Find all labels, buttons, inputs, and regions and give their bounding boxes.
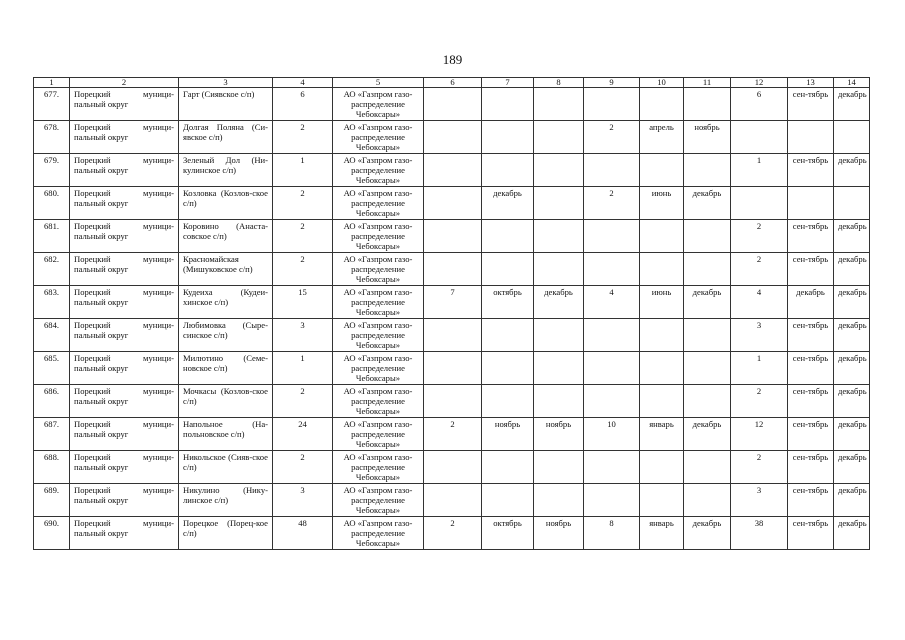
month-cell — [534, 451, 584, 484]
district-cell: Порецкий муници-пальный округ — [70, 187, 179, 220]
month-cell: сен-тябрь — [788, 451, 834, 484]
value-cell: 4 — [731, 286, 788, 319]
column-header: 8 — [534, 78, 584, 88]
month-cell — [684, 451, 731, 484]
settlement-cell: Порецкое (Порец-кое с/п) — [179, 517, 273, 550]
organization-cell: АО «Газпром газо-распределение Чебоксары» — [333, 253, 424, 286]
value-cell — [731, 187, 788, 220]
month-cell: ноябрь — [534, 418, 584, 451]
month-cell: сен-тябрь — [788, 253, 834, 286]
month-cell — [482, 220, 534, 253]
data-table — [33, 77, 870, 550]
month-cell — [684, 385, 731, 418]
month-cell — [534, 385, 584, 418]
month-cell: декабрь — [834, 220, 870, 253]
district-cell: Порецкий муници-пальный округ — [70, 220, 179, 253]
organization-cell: АО «Газпром газо-распределение Чебоксары» — [333, 286, 424, 319]
count-cell: 15 — [273, 286, 333, 319]
month-cell — [482, 88, 534, 121]
month-cell: декабрь — [834, 517, 870, 550]
row-number-cell: 680. — [34, 187, 70, 220]
row-number-cell: 688. — [34, 451, 70, 484]
organization-cell: АО «Газпром газо-распределение Чебоксары» — [333, 385, 424, 418]
row-number-cell: 687. — [34, 418, 70, 451]
month-cell — [640, 253, 684, 286]
value-cell: 2 — [424, 418, 482, 451]
count-cell: 1 — [273, 352, 333, 385]
value-cell: 12 — [731, 418, 788, 451]
month-cell: октябрь — [482, 517, 534, 550]
month-cell — [788, 121, 834, 154]
month-cell: декабрь — [534, 286, 584, 319]
settlement-cell: Напольное (На-польновское с/п) — [179, 418, 273, 451]
value-cell: 3 — [731, 319, 788, 352]
value-cell: 3 — [731, 484, 788, 517]
settlement-cell: Мочкасы (Козлов-ское с/п) — [179, 385, 273, 418]
month-cell — [640, 88, 684, 121]
value-cell: 4 — [584, 286, 640, 319]
settlement-cell: Козловка (Козлов-ское с/п) — [179, 187, 273, 220]
column-header: 2 — [70, 78, 179, 88]
month-cell: декабрь — [834, 286, 870, 319]
month-cell — [482, 451, 534, 484]
month-cell — [534, 220, 584, 253]
value-cell: 1 — [731, 154, 788, 187]
organization-cell: АО «Газпром газо-распределение Чебоксары» — [333, 517, 424, 550]
value-cell — [584, 385, 640, 418]
count-cell: 1 — [273, 154, 333, 187]
organization-cell: АО «Газпром газо-распределение Чебоксары» — [333, 88, 424, 121]
month-cell — [684, 352, 731, 385]
month-cell — [534, 187, 584, 220]
column-header: 4 — [273, 78, 333, 88]
district-cell: Порецкий муници-пальный округ — [70, 385, 179, 418]
month-cell: январь — [640, 517, 684, 550]
district-cell: Порецкий муници-пальный округ — [70, 253, 179, 286]
value-cell — [424, 187, 482, 220]
month-cell: декабрь — [684, 418, 731, 451]
value-cell — [424, 88, 482, 121]
settlement-cell: Коровино (Анаста-совское с/п) — [179, 220, 273, 253]
value-cell: 2 — [731, 220, 788, 253]
month-cell: декабрь — [684, 517, 731, 550]
month-cell: сен-тябрь — [788, 88, 834, 121]
month-cell — [684, 220, 731, 253]
row-number-cell: 683. — [34, 286, 70, 319]
district-cell: Порецкий муници-пальный округ — [70, 286, 179, 319]
month-cell — [534, 352, 584, 385]
month-cell: декабрь — [684, 286, 731, 319]
organization-cell: АО «Газпром газо-распределение Чебоксары» — [333, 187, 424, 220]
month-cell: ноябрь — [534, 517, 584, 550]
month-cell: декабрь — [834, 451, 870, 484]
settlement-cell: Любимовка (Сыре-синское с/п) — [179, 319, 273, 352]
month-cell: сен-тябрь — [788, 484, 834, 517]
header-row — [34, 78, 870, 88]
month-cell — [534, 121, 584, 154]
row-number-cell: 679. — [34, 154, 70, 187]
column-header: 5 — [333, 78, 424, 88]
value-cell — [584, 220, 640, 253]
month-cell: сен-тябрь — [788, 418, 834, 451]
value-cell — [584, 484, 640, 517]
value-cell — [584, 88, 640, 121]
value-cell: 1 — [731, 352, 788, 385]
row-number-cell: 684. — [34, 319, 70, 352]
month-cell: декабрь — [834, 484, 870, 517]
organization-cell: АО «Газпром газо-распределение Чебоксары» — [333, 319, 424, 352]
month-cell — [482, 385, 534, 418]
table-row — [34, 220, 870, 253]
organization-cell: АО «Газпром газо-распределение Чебоксары» — [333, 418, 424, 451]
month-cell: апрель — [640, 121, 684, 154]
month-cell — [684, 253, 731, 286]
table-row — [34, 286, 870, 319]
row-number-cell: 681. — [34, 220, 70, 253]
row-number-cell: 685. — [34, 352, 70, 385]
count-cell: 6 — [273, 88, 333, 121]
settlement-cell: Милютино (Семе-новское с/п) — [179, 352, 273, 385]
column-header: 13 — [788, 78, 834, 88]
month-cell — [482, 319, 534, 352]
settlement-cell: Гарт (Сиявское с/п) — [179, 88, 273, 121]
month-cell — [640, 484, 684, 517]
district-cell: Порецкий муници-пальный округ — [70, 88, 179, 121]
settlement-cell: Красномайская (Мишуковское с/п) — [179, 253, 273, 286]
value-cell — [424, 451, 482, 484]
count-cell: 2 — [273, 451, 333, 484]
count-cell: 2 — [273, 187, 333, 220]
count-cell: 24 — [273, 418, 333, 451]
count-cell: 48 — [273, 517, 333, 550]
value-cell — [584, 352, 640, 385]
organization-cell: АО «Газпром газо-распределение Чебоксары» — [333, 121, 424, 154]
table-row — [34, 121, 870, 154]
month-cell — [482, 154, 534, 187]
page-number: 189 — [442, 52, 463, 67]
table-row — [34, 253, 870, 286]
month-cell — [482, 121, 534, 154]
organization-cell: АО «Газпром газо-распределение Чебоксары» — [333, 484, 424, 517]
column-header: 6 — [424, 78, 482, 88]
column-header: 14 — [834, 78, 870, 88]
settlement-cell: Никулино (Нику-линское с/п) — [179, 484, 273, 517]
value-cell — [424, 484, 482, 517]
value-cell: 6 — [731, 88, 788, 121]
organization-cell: АО «Газпром газо-распределение Чебоксары» — [333, 154, 424, 187]
organization-cell: АО «Газпром газо-распределение Чебоксары» — [333, 220, 424, 253]
value-cell: 8 — [584, 517, 640, 550]
value-cell — [584, 319, 640, 352]
month-cell: ноябрь — [684, 121, 731, 154]
count-cell: 3 — [273, 319, 333, 352]
month-cell — [534, 88, 584, 121]
month-cell — [640, 154, 684, 187]
month-cell: декабрь — [834, 319, 870, 352]
district-cell: Порецкий муници-пальный округ — [70, 517, 179, 550]
value-cell — [584, 253, 640, 286]
district-cell: Порецкий муници-пальный округ — [70, 319, 179, 352]
month-cell — [640, 220, 684, 253]
district-cell: Порецкий муници-пальный округ — [70, 484, 179, 517]
month-cell — [640, 385, 684, 418]
count-cell: 2 — [273, 385, 333, 418]
month-cell — [534, 253, 584, 286]
value-cell — [584, 451, 640, 484]
settlement-cell: Никольское (Сияв-ское с/п) — [179, 451, 273, 484]
row-number-cell: 677. — [34, 88, 70, 121]
month-cell: декабрь — [834, 352, 870, 385]
settlement-cell: Кудеиха (Кудеи-хинское с/п) — [179, 286, 273, 319]
row-number-cell: 690. — [34, 517, 70, 550]
month-cell — [482, 484, 534, 517]
row-number-cell: 682. — [34, 253, 70, 286]
value-cell — [424, 352, 482, 385]
table-row — [34, 418, 870, 451]
month-cell: сен-тябрь — [788, 154, 834, 187]
table-row — [34, 451, 870, 484]
value-cell — [424, 319, 482, 352]
value-cell — [424, 385, 482, 418]
column-header: 9 — [584, 78, 640, 88]
month-cell — [684, 88, 731, 121]
column-header: 11 — [684, 78, 731, 88]
month-cell: декабрь — [788, 286, 834, 319]
month-cell — [684, 154, 731, 187]
value-cell — [731, 121, 788, 154]
count-cell: 2 — [273, 253, 333, 286]
month-cell: ноябрь — [482, 418, 534, 451]
value-cell — [424, 253, 482, 286]
value-cell: 2 — [584, 187, 640, 220]
column-header: 10 — [640, 78, 684, 88]
organization-cell: АО «Газпром газо-распределение Чебоксары» — [333, 352, 424, 385]
value-cell: 2 — [731, 451, 788, 484]
month-cell: июнь — [640, 286, 684, 319]
settlement-cell: Долгая Поляна (Си-явское с/п) — [179, 121, 273, 154]
count-cell: 2 — [273, 121, 333, 154]
month-cell — [534, 154, 584, 187]
column-header: 7 — [482, 78, 534, 88]
district-cell: Порецкий муници-пальный округ — [70, 154, 179, 187]
value-cell — [424, 154, 482, 187]
table-row — [34, 385, 870, 418]
table-row — [34, 484, 870, 517]
month-cell: октябрь — [482, 286, 534, 319]
column-header: 1 — [34, 78, 70, 88]
month-cell — [834, 187, 870, 220]
row-number-cell: 678. — [34, 121, 70, 154]
table-row — [34, 187, 870, 220]
value-cell: 38 — [731, 517, 788, 550]
month-cell: сен-тябрь — [788, 352, 834, 385]
organization-cell: АО «Газпром газо-распределение Чебоксары» — [333, 451, 424, 484]
month-cell: сен-тябрь — [788, 220, 834, 253]
month-cell — [482, 352, 534, 385]
table-row — [34, 88, 870, 121]
column-header: 12 — [731, 78, 788, 88]
table-body — [34, 88, 870, 550]
district-cell: Порецкий муници-пальный округ — [70, 121, 179, 154]
month-cell — [640, 319, 684, 352]
month-cell — [534, 319, 584, 352]
value-cell: 7 — [424, 286, 482, 319]
settlement-cell: Зеленый Дол (Ни-кулинское с/п) — [179, 154, 273, 187]
month-cell: декабрь — [834, 385, 870, 418]
value-cell — [424, 220, 482, 253]
count-cell: 2 — [273, 220, 333, 253]
month-cell: сен-тябрь — [788, 385, 834, 418]
month-cell: сен-тябрь — [788, 517, 834, 550]
month-cell — [640, 352, 684, 385]
value-cell — [584, 154, 640, 187]
row-number-cell: 686. — [34, 385, 70, 418]
month-cell: декабрь — [834, 253, 870, 286]
month-cell — [482, 253, 534, 286]
month-cell — [534, 484, 584, 517]
month-cell — [640, 451, 684, 484]
value-cell: 2 — [731, 253, 788, 286]
month-cell: декабрь — [482, 187, 534, 220]
district-cell: Порецкий муници-пальный округ — [70, 352, 179, 385]
count-cell: 3 — [273, 484, 333, 517]
column-header: 3 — [179, 78, 273, 88]
value-cell: 10 — [584, 418, 640, 451]
month-cell: декабрь — [834, 418, 870, 451]
value-cell: 2 — [424, 517, 482, 550]
month-cell: декабрь — [834, 154, 870, 187]
month-cell: январь — [640, 418, 684, 451]
district-cell: Порецкий муници-пальный округ — [70, 451, 179, 484]
month-cell — [788, 187, 834, 220]
value-cell: 2 — [731, 385, 788, 418]
row-number-cell: 689. — [34, 484, 70, 517]
month-cell: сен-тябрь — [788, 319, 834, 352]
month-cell — [684, 319, 731, 352]
district-cell: Порецкий муници-пальный округ — [70, 418, 179, 451]
month-cell — [834, 121, 870, 154]
month-cell — [684, 484, 731, 517]
table-row — [34, 517, 870, 550]
month-cell: декабрь — [684, 187, 731, 220]
value-cell — [424, 121, 482, 154]
value-cell: 2 — [584, 121, 640, 154]
table-row — [34, 352, 870, 385]
table-row — [34, 154, 870, 187]
table-row — [34, 319, 870, 352]
month-cell: декабрь — [834, 88, 870, 121]
month-cell: июнь — [640, 187, 684, 220]
